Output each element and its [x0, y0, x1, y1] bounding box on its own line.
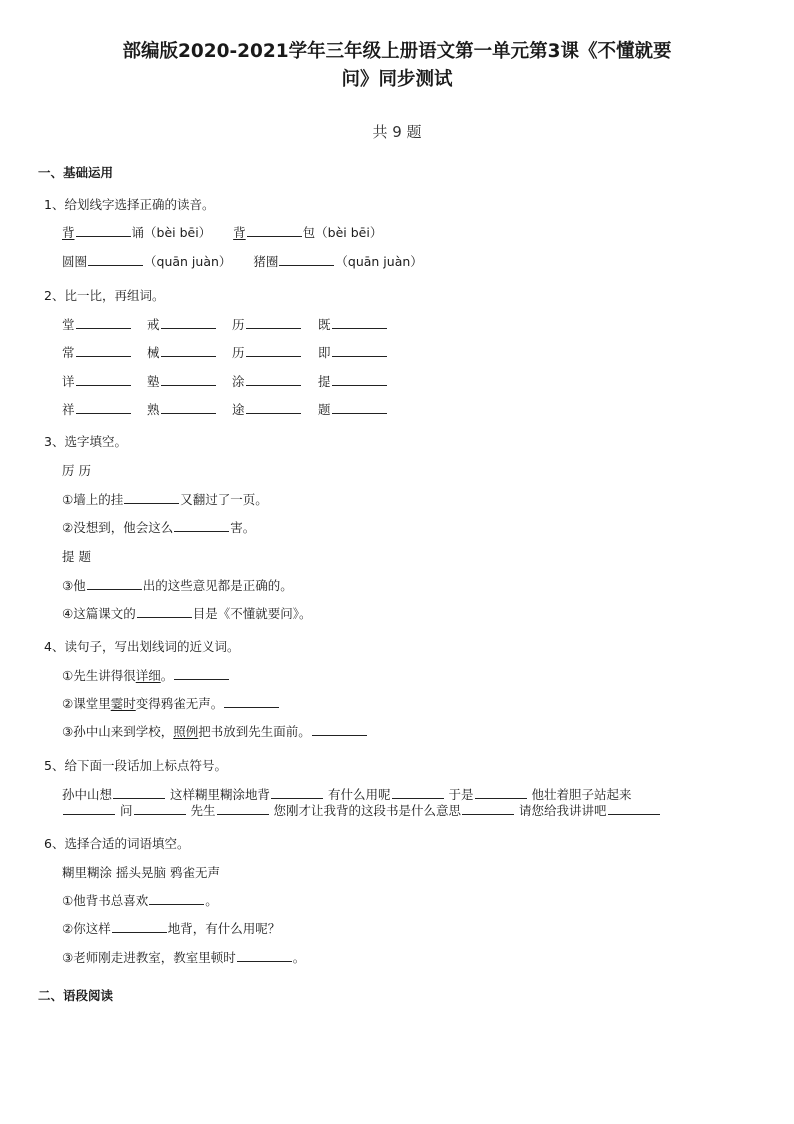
sentence-text: ①墙上的挂: [62, 492, 124, 507]
passage-text: 先生: [190, 803, 216, 818]
answer-blank[interactable]: [76, 402, 131, 414]
underlined-word: 霎时: [110, 696, 136, 711]
sentence-text: 又翻过了一页。: [180, 492, 268, 507]
word-compare-cell: [62, 372, 132, 390]
answer-blank[interactable]: [279, 254, 334, 266]
character: 途: [232, 402, 245, 417]
character: 堂: [62, 317, 75, 332]
question-6-sentence-1: [62, 891, 218, 909]
punctuation-blank[interactable]: [462, 803, 514, 815]
character: 塾: [147, 374, 160, 389]
answer-blank[interactable]: [124, 492, 179, 504]
sentence-text: ③老师刚走进教室，教室里顿时: [62, 950, 236, 965]
word-compare-cell: [318, 343, 388, 361]
word-options: 糊里糊涂 摇头晃脑 鸦雀无声: [62, 865, 220, 880]
answer-blank[interactable]: [246, 402, 301, 414]
question-1-line-2: [62, 252, 423, 270]
character: 历: [232, 345, 245, 360]
word-compare-cell: [318, 400, 388, 418]
answer-blank[interactable]: [161, 317, 216, 329]
word: 猪圈: [253, 254, 279, 269]
underlined-char: 背: [233, 225, 246, 240]
sentence-text: ③孙中山来到学校，: [62, 724, 174, 739]
question-3-sentence-3: [62, 576, 293, 594]
answer-blank[interactable]: [246, 345, 301, 357]
character: 祥: [62, 402, 75, 417]
answer-blank[interactable]: [87, 578, 142, 590]
pinyin-options: 包（bèi bēi）: [302, 225, 383, 240]
punctuation-blank[interactable]: [271, 787, 323, 799]
sentence-text: 出的这些意见都是正确的。: [142, 578, 293, 593]
sentence-text: ①先生讲得很: [62, 668, 136, 683]
character: 械: [147, 345, 160, 360]
sentence-text: ②没想到，他会这么: [62, 520, 174, 535]
passage-text: 有什么用呢: [328, 787, 391, 802]
character: 戒: [147, 317, 160, 332]
word-compare-cell: [147, 315, 217, 333]
punctuation-blank[interactable]: [113, 787, 165, 799]
answer-blank[interactable]: [76, 225, 131, 237]
answer-blank[interactable]: [174, 668, 229, 680]
passage-text: 问: [119, 803, 133, 818]
sentence-text: ①他背书总喜欢: [62, 893, 149, 908]
pinyin-options: （quān juàn）: [335, 254, 423, 269]
answer-blank[interactable]: [224, 696, 279, 708]
character: 熟: [147, 402, 160, 417]
underlined-char: 背: [62, 225, 75, 240]
answer-blank[interactable]: [161, 345, 216, 357]
sentence-text: 。: [205, 893, 218, 908]
passage-text: 这样糊里糊涂地背: [170, 787, 271, 802]
question-6-sentence-3: [62, 948, 305, 966]
question-6-stem: 6、选择合适的词语填空。: [44, 836, 190, 851]
answer-blank[interactable]: [332, 402, 387, 414]
answer-blank[interactable]: [332, 374, 387, 386]
answer-blank[interactable]: [76, 317, 131, 329]
answer-blank[interactable]: [237, 950, 292, 962]
character-options: 提 题: [62, 549, 91, 564]
word-compare-cell: [318, 372, 388, 390]
character: 题: [318, 402, 331, 417]
question-3-stem: 3、选字填空。: [44, 434, 127, 449]
character: 涂: [232, 374, 245, 389]
question-3-sentence-4: [62, 604, 311, 622]
punctuation-blank[interactable]: [134, 803, 186, 815]
question-2-stem: 2、比一比，再组词。: [44, 288, 165, 303]
sentence-text: 。: [292, 950, 306, 965]
sentence-text: 变得鸦雀无声。: [135, 696, 224, 711]
answer-blank[interactable]: [149, 893, 204, 905]
answer-blank[interactable]: [246, 317, 301, 329]
sentence-text: 害。: [230, 520, 256, 535]
character-options: 厉 历: [62, 463, 91, 478]
page-title: [100, 38, 694, 94]
word-compare-cell: [147, 372, 217, 390]
question-4-sentence-2: [62, 694, 280, 712]
sentence-text: 。: [160, 668, 174, 683]
question-1-line-1: [62, 223, 382, 241]
punctuation-blank[interactable]: [217, 803, 269, 815]
passage-text: 您刚才让我背的这段书是什么意思: [273, 803, 461, 818]
answer-blank[interactable]: [88, 254, 143, 266]
pinyin-options: 诵（bèi bēi）: [131, 225, 212, 240]
pinyin-options: （quān juàn）: [144, 254, 232, 269]
passage-text: 请您给我讲讲吧: [518, 803, 607, 818]
answer-blank[interactable]: [247, 225, 302, 237]
word-compare-cell: [232, 400, 302, 418]
punctuation-blank[interactable]: [63, 803, 115, 815]
answer-blank[interactable]: [312, 724, 367, 736]
question-5-passage-line-2: [62, 801, 661, 819]
title-line-1: 部编版2020-2021学年三年级上册语文第一单元第3课《不懂就要: [122, 41, 672, 62]
answer-blank[interactable]: [246, 374, 301, 386]
sentence-text: ②你这样: [62, 921, 111, 936]
answer-blank[interactable]: [112, 921, 167, 933]
answer-blank[interactable]: [332, 317, 387, 329]
question-4-stem: 4、读句子，写出划线词的近义词。: [44, 639, 240, 654]
title-line-2: 问》同步测试: [341, 69, 453, 90]
character: 常: [62, 345, 75, 360]
sentence-text: ③他: [62, 578, 86, 593]
section-heading-reading: 二、语段阅读: [38, 988, 114, 1003]
punctuation-blank[interactable]: [392, 787, 444, 799]
section-heading-basic: 一、基础运用: [38, 165, 114, 180]
underlined-word: 照例: [173, 724, 199, 739]
answer-blank[interactable]: [76, 374, 131, 386]
answer-blank[interactable]: [76, 345, 131, 357]
question-5-stem: 5、给下面一段话加上标点符号。: [44, 758, 227, 773]
character: 历: [232, 317, 245, 332]
sentence-text: ④这篇课文的: [62, 606, 136, 621]
question-count: 共 9 题: [372, 123, 422, 141]
answer-blank[interactable]: [161, 402, 216, 414]
sentence-text: 目是《不懂就要问》。: [192, 606, 312, 621]
character: 详: [62, 374, 75, 389]
sentence-text: 地背，有什么用呢？: [167, 921, 281, 936]
passage-text: 孙中山想: [62, 787, 113, 802]
word-compare-cell: [232, 343, 302, 361]
punctuation-blank[interactable]: [475, 787, 527, 799]
word-compare-cell: [62, 343, 132, 361]
character: 既: [318, 317, 331, 332]
answer-blank[interactable]: [332, 345, 387, 357]
word-compare-cell: [232, 315, 302, 333]
punctuation-blank[interactable]: [608, 803, 660, 815]
character: 提: [318, 374, 331, 389]
underlined-word: 详细: [135, 668, 161, 683]
passage-text: 于是: [448, 787, 474, 802]
sentence-text: ②课堂里: [62, 696, 111, 711]
word-compare-cell: [147, 400, 217, 418]
question-6-sentence-2: [62, 919, 280, 937]
question-4-sentence-1: [62, 666, 230, 684]
passage-text: 他壮着胆子站起来: [531, 787, 632, 802]
word-compare-cell: [147, 343, 217, 361]
word: 圆圈: [62, 254, 88, 269]
answer-blank[interactable]: [137, 606, 192, 618]
word-compare-cell: [232, 372, 302, 390]
word-compare-cell: [318, 315, 388, 333]
word-compare-cell: [62, 400, 132, 418]
question-4-sentence-3: [62, 722, 368, 740]
question-3-sentence-2: [62, 518, 255, 536]
answer-blank[interactable]: [174, 520, 229, 532]
question-3-sentence-1: [62, 490, 268, 508]
word-compare-cell: [62, 315, 132, 333]
character: 即: [318, 345, 331, 360]
question-1-stem: 1、给划线字选择正确的读音。: [44, 197, 215, 212]
answer-blank[interactable]: [161, 374, 216, 386]
sentence-text: 把书放到先生面前。: [198, 724, 311, 739]
